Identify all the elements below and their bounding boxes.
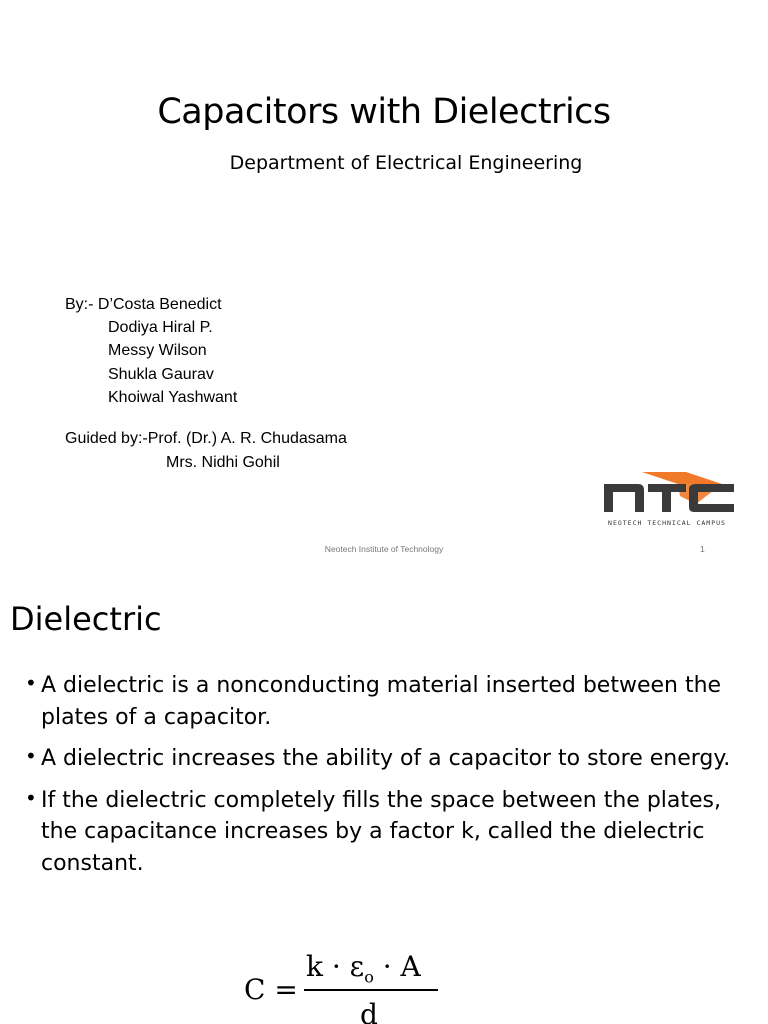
bullet-icon: •	[25, 671, 37, 695]
list-item	[25, 785, 755, 880]
formula-lhs: C =	[244, 973, 298, 1006]
list-item	[25, 743, 755, 775]
author-name: Messy Wilson	[108, 342, 207, 360]
bullet-text: If the dielectric completely fills the space between the plates, the capacitance increases by a factor k, called the dielectric constant.	[41, 787, 722, 876]
formula-numerator	[306, 950, 421, 987]
bullet-list	[25, 670, 755, 889]
authors-list	[65, 293, 237, 409]
list-item	[25, 670, 755, 733]
guided-label: Guided by:-	[65, 430, 148, 447]
numerator-tail: · A	[373, 950, 421, 983]
author-name: Khoiwal Yashwant	[108, 388, 238, 406]
logo-letter-t	[648, 484, 686, 512]
fraction-bar	[304, 989, 438, 991]
page-number: 1	[700, 544, 705, 554]
ntc-logo-mark	[594, 470, 740, 518]
guide-name: Mrs. Nidhi Gohil	[166, 454, 280, 471]
bullet-icon: •	[25, 785, 37, 810]
slide-title: Capacitors with Dielectrics	[157, 92, 611, 132]
bullet-text: A dielectric increases the ability of a capacitor to store energy.	[41, 746, 731, 771]
logo-letter-n	[604, 484, 644, 512]
by-label: By:-	[65, 296, 98, 313]
formula-denominator: d	[360, 998, 378, 1024]
logo-letter-c	[689, 484, 734, 512]
author-name: Shukla Gaurav	[108, 365, 214, 383]
slide-subtitle: Department of Electrical Engineering	[229, 152, 583, 174]
logo-tagline: NEOTECH TECHNICAL CAMPUS	[608, 519, 726, 527]
ntc-logo	[594, 470, 740, 532]
author-name: Dodiya Hiral P.	[108, 319, 213, 337]
numerator-subscript: o	[364, 967, 374, 987]
author-row	[65, 293, 237, 316]
slide-footer: Neotech Institute of Technology	[324, 544, 444, 554]
section-title: Dielectric	[10, 600, 162, 638]
numerator-main: k · ε	[306, 950, 365, 983]
capacitance-formula	[240, 948, 450, 1024]
bullet-icon: •	[25, 744, 37, 768]
bullet-text: A dielectric is a nonconducting material inserted between the plates of a capacitor.	[41, 673, 722, 730]
guide-name: Prof. (Dr.) A. R. Chudasama	[147, 430, 347, 447]
logo-orange-shape	[642, 472, 722, 484]
guide-row	[65, 427, 347, 451]
guides-list	[65, 427, 347, 475]
author-name: D’Costa Benedict	[97, 296, 222, 313]
